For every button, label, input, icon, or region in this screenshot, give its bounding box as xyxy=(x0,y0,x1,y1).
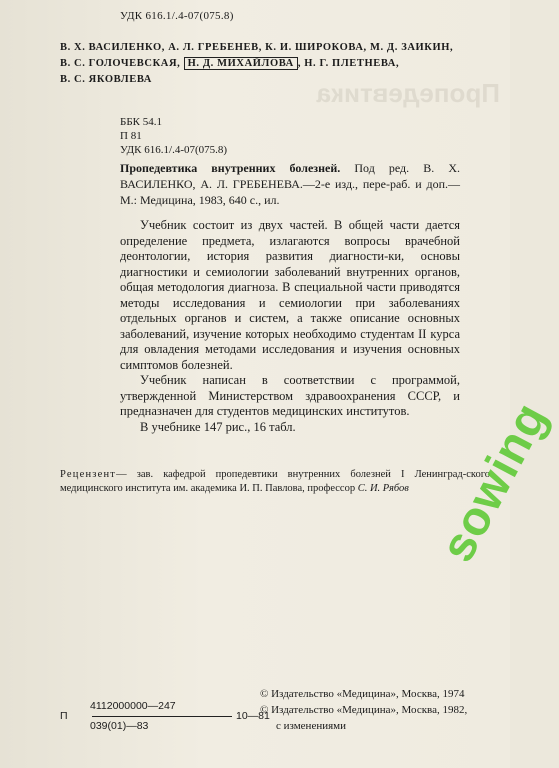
reviewer-note xyxy=(60,468,490,496)
reviewer-name: С. И. Рябов xyxy=(357,483,409,494)
code-letter: П xyxy=(60,710,68,722)
annotation xyxy=(120,218,460,435)
fraction-line xyxy=(92,716,232,717)
authors-line-1: В. Х. ВАСИЛЕНКО, А. Л. ГРЕБЕНЕВ, К. И. ШИРОКОВА, М. Д. ЗАИКИН, xyxy=(60,42,454,53)
annotation-paragraph-3: В учебнике 147 рис., 16 табл. xyxy=(140,419,296,434)
udk-code: УДК 616.1/.4-07(075.8) xyxy=(120,144,228,156)
annotation-paragraph-1: Учебник состоит из двух частей. В общей части дается определение предмета, излагаются вопросы врачебной деонтологии, история развития диагности-ки, основы диагностики и семиологии заболеваний внутренних органов, общая методология диагноза. В специальной части приводятся методы исследования и семиологии при заболеваниях отдельных органов и систем, а также описание основных заболеваний, изучение которых необходимо студентам II курса для овладения методами исследования и изучения основных симптомов болезней. xyxy=(120,218,460,372)
copyright-block xyxy=(260,686,467,734)
sowing-watermark: sowing xyxy=(430,394,559,571)
reviewer-label: Рецензент xyxy=(60,469,117,480)
authors-line-2-end: , Н. Г. ПЛЕТНЕВА, xyxy=(297,58,400,69)
reviewer-text: — зав. кафедрой пропедевтики внутренних болезней I Ленинград-ского медицинского института им. академика И. П. Павлова, профессор xyxy=(60,469,490,494)
authors-line-2-start: В. С. ГОЛОЧЕВСКАЯ, xyxy=(60,58,181,69)
code-denominator: 039(01)—83 xyxy=(90,720,149,732)
bibliographic-description xyxy=(120,160,460,208)
highlighted-author: Н. Д. МИХАЙЛОВА xyxy=(184,57,298,70)
bibliographic-details: Под ред. В. Х. ВАСИЛЕНКО, А. Л. ГРЕБЕНЕВА.—2-е изд., пере-раб. и доп.— М.: Медицина, 1983, 640 с., ил. xyxy=(120,161,460,207)
annotation-paragraph-2: Учебник написан в соответствии с программой, утвержденной Министерством здравоохранения СССР, и предназначен для студентов медицинских институтов. xyxy=(120,373,460,418)
code-numerator: 4112000000—247 xyxy=(90,700,176,712)
classification-block xyxy=(120,115,227,157)
bbk-code: ББК 54.1 xyxy=(120,116,162,128)
author-sign-code: П 81 xyxy=(120,130,142,142)
book-title: Пропедевтика внутренних болезней. xyxy=(120,161,341,175)
copyright-line-3: с изменениями xyxy=(276,720,347,732)
show-through-text: Пропедевтика xyxy=(316,78,500,108)
udk-code-top: УДК 616.1/.4-07(075.8) xyxy=(120,10,234,22)
copyright-line-1: © Издательство «Медицина», Москва, 1974 xyxy=(260,688,465,700)
authors-block xyxy=(60,40,480,88)
authors-line-3: В. С. ЯКОВЛЕВА xyxy=(60,74,152,85)
code-suffix: 10—81 xyxy=(236,710,270,722)
copyright-line-2: © Издательство «Медицина», Москва, 1982, xyxy=(260,704,468,716)
